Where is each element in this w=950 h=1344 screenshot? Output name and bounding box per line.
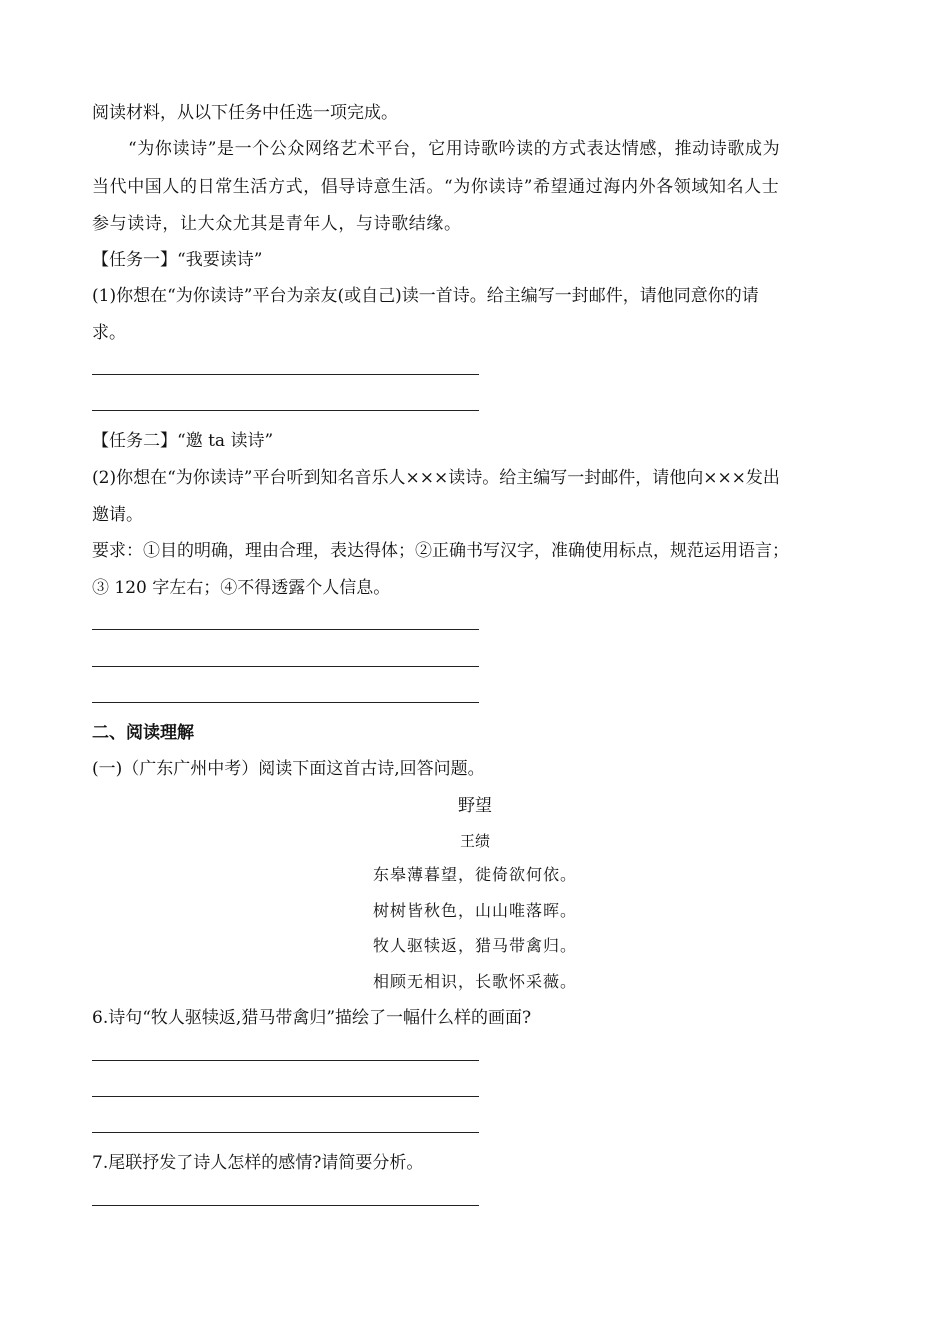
material-line-1: “为你读诗”是一个公众网络艺术平台，它用诗歌吟读的方式表达情感，推动诗歌成为 — [128, 139, 781, 159]
poem-line-4: 相顾无相识，长歌怀采薇。 — [372, 972, 577, 991]
poem-line-3: 牧人驱犊返，猎马带禽归。 — [372, 936, 577, 955]
poem-line-1: 东皋薄暮望，徙倚欲何依。 — [372, 865, 577, 884]
question-7: 7.尾联抒发了诗人怎样的感情?请简要分析。 — [92, 1153, 424, 1173]
task-intro: 阅读材料，从以下任务中任选一项完成。 — [92, 103, 398, 123]
answer-line[interactable] — [92, 374, 479, 375]
question-6: 6.诗句“牧人驱犊返,猎马带禽归”描绘了一幅什么样的画面? — [92, 1008, 532, 1028]
answer-line[interactable] — [92, 1132, 479, 1133]
part-intro: (一)（广东广州中考）阅读下面这首古诗,回答问题。 — [92, 759, 485, 779]
requirements-line-1: 要求：①目的明确，理由合理，表达得体；②正确书写汉字，准确使用标点，规范运用语言； — [92, 541, 789, 561]
answer-line[interactable] — [92, 1205, 479, 1206]
answer-line[interactable] — [92, 629, 479, 630]
task1-line-2: 求。 — [92, 323, 126, 343]
answer-line[interactable] — [92, 1096, 479, 1097]
task1-title: 【任务一】“我要读诗” — [92, 250, 263, 270]
poem-line-2: 树树皆秋色，山山唯落晖。 — [372, 901, 577, 920]
section-title: 二、阅读理解 — [92, 723, 194, 743]
task1-line-1: (1)你想在“为你读诗”平台为亲友(或自己)读一首诗。给主编写一封邮件，请他同意你的请 — [92, 286, 759, 306]
task2-line-2: 邀请。 — [92, 505, 143, 525]
answer-line[interactable] — [92, 1060, 479, 1061]
answer-line[interactable] — [92, 702, 479, 703]
task2-title: 【任务二】“邀 ta 读诗” — [92, 431, 274, 451]
task2-line-1: (2)你想在“为你读诗”平台听到知名音乐人×××读诗。给主编写一封邮件，请他向×××发出 — [92, 468, 780, 488]
answer-line[interactable] — [92, 666, 479, 667]
material-line-3: 参与读诗，让大众尤其是青年人，与诗歌结缘。 — [92, 214, 462, 234]
poem-title: 野望 — [458, 796, 492, 816]
answer-line[interactable] — [92, 410, 479, 411]
poem-author: 王绩 — [459, 832, 490, 850]
requirements-line-2: ③ 120 字左右；④不得透露个人信息。 — [92, 578, 391, 598]
material-line-2: 当代中国人的日常生活方式，倡导诗意生活。“为你读诗”希望通过海内外各领域知名人士 — [92, 177, 780, 197]
